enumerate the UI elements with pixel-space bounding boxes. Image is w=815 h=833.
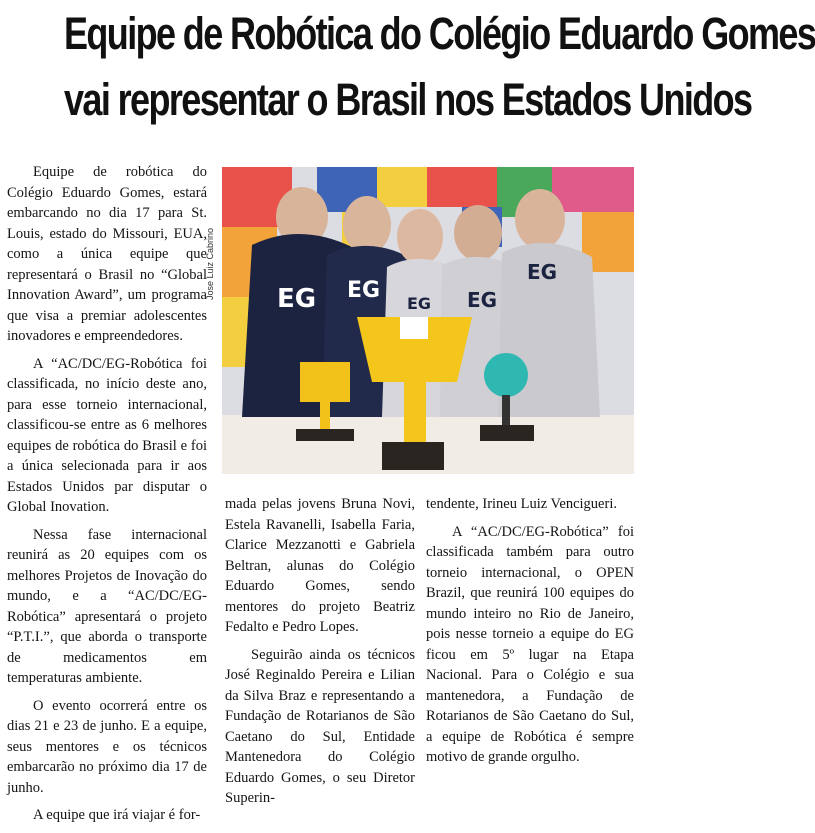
team-photo-illustration [222,167,634,474]
paragraph: Seguirão ainda os técnicos José Reginaldo Pereira e Lilian da Silva Braz e representando a Fundação de Rotarianos de São Caetano do Sul, Entidade Mantenedora do Colégio Eduardo Gomes, o seu Diretor Superin- [225,646,415,806]
paragraph: O evento ocorrerá entre os dias 21 e 23 de junho. E a equipe, seus mentores e os técnicos embarcarão no próximo dia 17 de junho. [7,697,207,796]
shirt-logo-5: EG [527,260,558,284]
paragraph: A “AC/DC/EG-Robótica foi classificada, no início deste ano, para esse torneio internacional, classificou-se entre as 6 melhores equipes de robótica do Brasil e foi a única selecionada para ir aos Estados Unidos par disputar o Global Inovation. [7,355,207,515]
paragraph: Nessa fase internacional reunirá as 20 equipes com os melhores Projetos de Inovação do mundo, e a “AC/DC/EG-Robótica” apresentará o projeto “P.T.I.”, que aborda o transporte de medicamentos em temperaturas ambiente. [7,526,207,686]
team-photo [222,167,634,474]
paragraph: mada pelas jovens Bruna Novi, Estela Ravanelli, Isabella Faria, Clarice Mezzanotti e Gabriela Beltran, alunas do Colégio Eduardo Gomes, sendo mentores do projeto Beatriz Fedalto e Pedro Lopes. [225,496,415,635]
paragraph: A “AC/DC/EG-Robótica” foi classificada também para outro torneio internacional, o OPEN Brazil, que reunirá 100 equipes do mundo inteiro no Rio de Janeiro, pois nesse torneio a equipe do EG ficou em 5º lugar na Etapa Nacional. Para o Colégio e sua mantenedora, a Fundação de Rotarianos de São Caetano do Sul, a equipe de Robótica é sempre motivo de grande orgulho. [426,523,634,765]
shirt-logo-4: EG [467,288,498,312]
article-column-3 [426,494,634,775]
headline-line-1: Equipe de Robótica do Colégio Eduardo Gomes [64,8,815,59]
paragraph: A equipe que irá viajar é for- [33,807,201,823]
shirt-logo-2: EG [347,278,381,303]
shirt-logo-3: EG [407,294,432,313]
photo-credit: Jose Luiz Cabrino [205,227,215,300]
article-column-1 [7,162,207,833]
paragraph: tendente, Irineu Luiz Vencigueri. [426,496,617,512]
article-column-2 [225,494,415,816]
paragraph: Equipe de robótica do Colégio Eduardo Gomes, estará embarcando no dia 17 para St. Louis, estado do Missouri, EUA, como a única equipe que representará o Brasil no “Global Innovation Award”, um programa que visa a premiar adolescentes inovadores e empreendedores. [7,164,207,344]
shirt-logo-1: EG [277,284,317,314]
headline-line-2: vai representar o Brasil nos Estados Unidos [64,74,752,125]
